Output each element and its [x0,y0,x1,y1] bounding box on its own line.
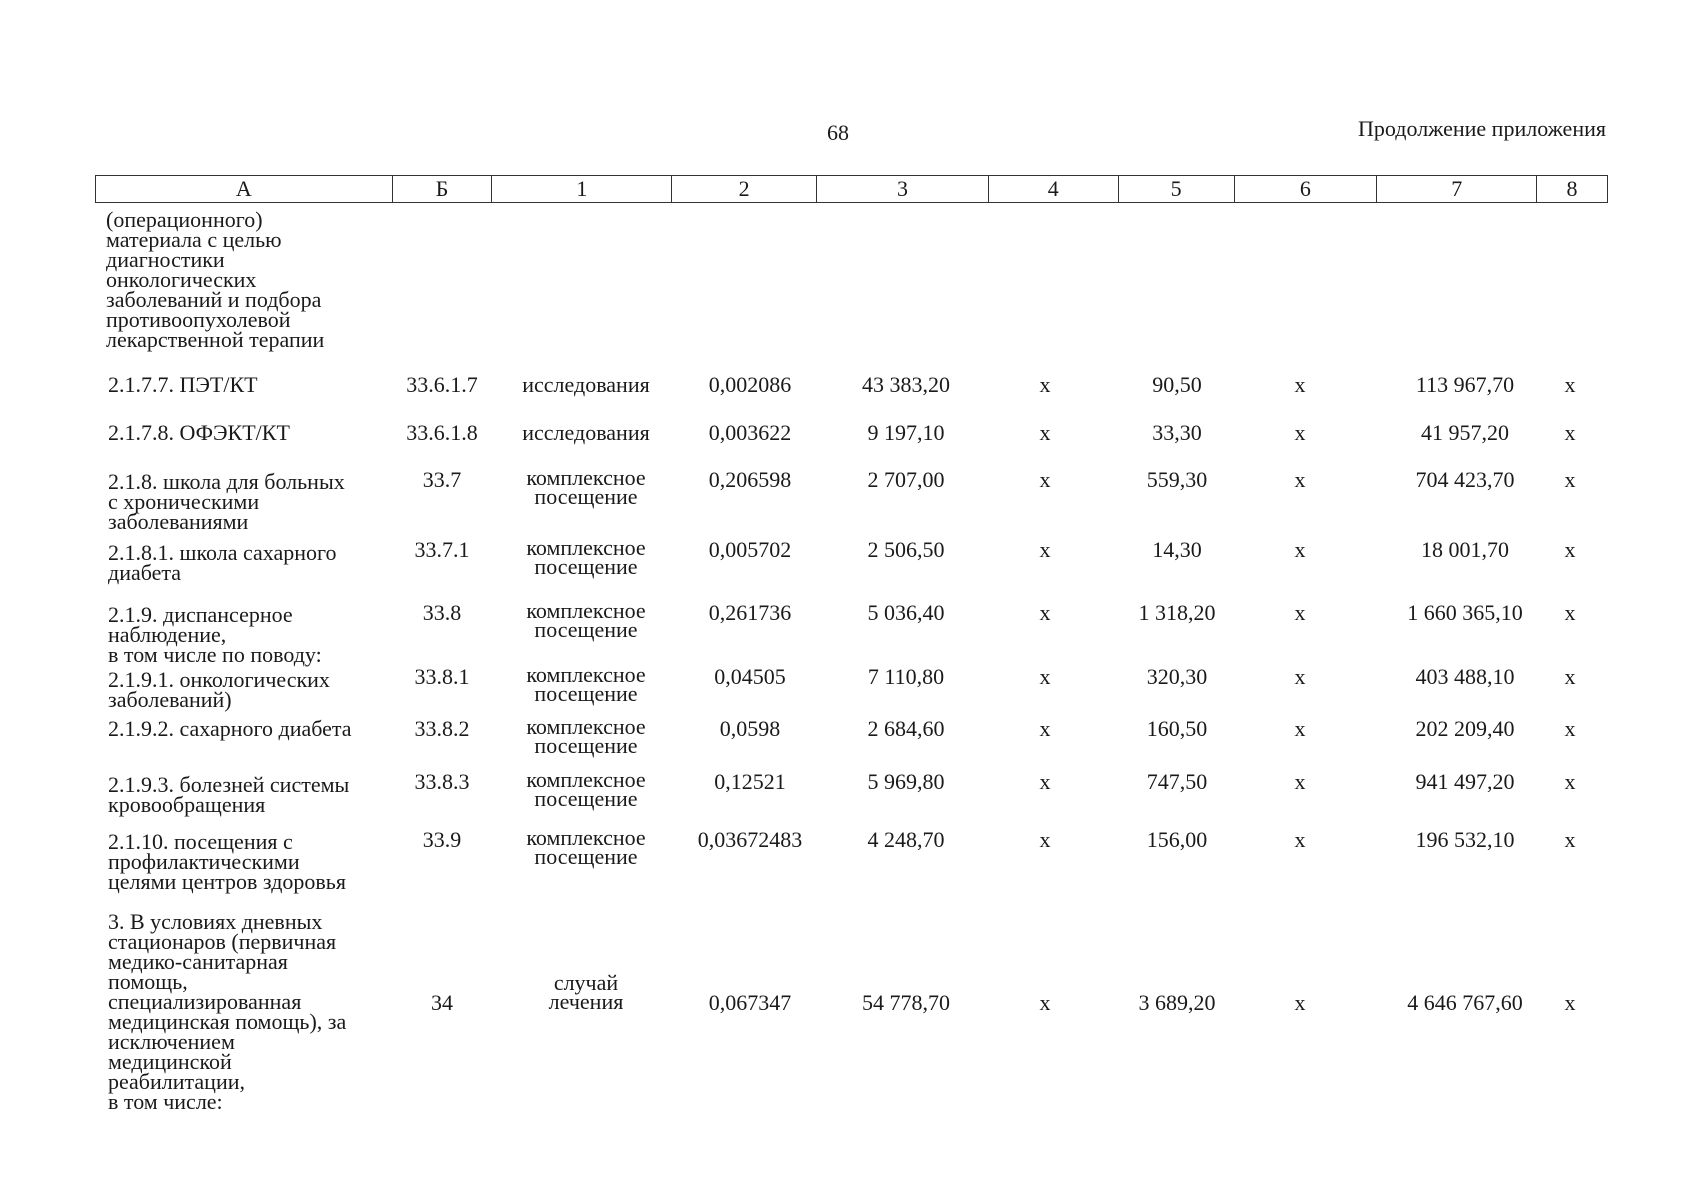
continuation-label: Продолжение приложения [1358,116,1606,141]
cell-c2: 0,067347 [708,990,792,1015]
cell-c6: х [1294,827,1306,852]
table-header [95,175,1608,203]
cell-c2: 0,12521 [714,769,786,794]
cell-name: 3. В условиях дневных стационаров (первичная медико-санитарная помощь, специализированная медицинская помощь), за исключением медицинской реабилитации, в том числе: [108,909,347,1114]
header-cell-7: 7 [1377,176,1537,202]
cell-c7: 1 660 365,10 [1407,600,1523,625]
cell-c2: 0,04505 [714,664,786,689]
cell-code: 33.8 [422,600,462,625]
cell-c6: х [1294,664,1306,689]
cell-c5: 156,00 [1146,827,1208,852]
cell-c3: 4 248,70 [867,827,945,852]
cell-c4: х [1039,420,1051,445]
cell-c7: 113 967,70 [1415,372,1515,397]
cell-unit: комплексное посещение [526,662,646,706]
cell-c3: 54 778,70 [862,990,950,1015]
cell-c4: х [1039,372,1051,397]
cell-c8: х [1564,716,1576,741]
cell-name: 2.1.7.8. ОФЭКТ/КТ [108,420,290,445]
cell-c4: х [1039,600,1051,625]
cell-c5: 33,30 [1152,420,1202,445]
cell-c5: 747,50 [1146,769,1208,794]
cell-name: 2.1.9.2. сахарного диабета [108,716,352,741]
cell-c3: 2 506,50 [867,537,945,562]
cell-c5: 90,50 [1152,372,1202,397]
cell-code: 33.7 [422,467,462,492]
cell-name: 2.1.10. посещения с профилактическими целями центров здоровья [108,829,346,894]
cell-unit: исследования [522,372,650,397]
cell-name: 2.1.7.7. ПЭТ/КТ [108,372,258,397]
cell-c4: х [1039,537,1051,562]
cell-c7: 403 488,10 [1415,664,1515,689]
cell-c6: х [1294,716,1306,741]
cell-c7: 196 532,10 [1415,827,1515,852]
cell-c2: 0,261736 [708,600,792,625]
cell-c4: х [1039,716,1051,741]
header-cell-3: 3 [817,176,989,202]
cell-c4: х [1039,467,1051,492]
header-cell-8: 8 [1566,176,1578,201]
cell-name: 2.1.8.1. школа сахарного диабета [108,540,337,585]
cell-c7: 202 209,40 [1415,716,1515,741]
cell-unit: исследования [522,420,650,445]
cell-code: 33.9 [422,827,462,852]
cell-c5: 3 689,20 [1138,990,1216,1015]
cell-c4: х [1039,769,1051,794]
cell-c8: х [1564,827,1576,852]
cell-c3: 5 969,80 [867,769,945,794]
header-cell-1: 1 [492,176,672,202]
cell-name: 2.1.9.3. болезней системы кровообращения [108,772,350,817]
cell-c3: 2 684,60 [867,716,945,741]
cell-c7: 704 423,70 [1415,467,1515,492]
cell-c6: х [1294,537,1306,562]
cell-c7: 4 646 767,60 [1407,990,1523,1015]
cell-unit: комплексное посещение [526,714,646,758]
cell-c6: х [1294,769,1306,794]
cell-code: 33.8.1 [414,664,470,689]
cell-c2: 0,003622 [708,420,792,445]
cell-c2: 0,0598 [719,716,781,741]
cell-c8: х [1564,600,1576,625]
cell-c4: х [1039,664,1051,689]
cell-unit: комплексное посещение [526,825,646,869]
header-cell-6: 6 [1235,176,1378,202]
cell-c8: х [1564,769,1576,794]
cell-c8: х [1564,372,1576,397]
cell-c2: 0,002086 [708,372,792,397]
cell-c7: 941 497,20 [1415,769,1515,794]
cell-code: 33.7.1 [414,537,470,562]
cell-unit: комплексное посещение [526,465,646,509]
header-cell-a: А [96,176,393,202]
cell-c4: х [1039,827,1051,852]
cell-unit: случай лечения [548,970,624,1014]
cell-c5: 14,30 [1152,537,1202,562]
cell-c6: х [1294,600,1306,625]
cell-c8: х [1564,420,1576,445]
cell-c2: 0,206598 [708,467,792,492]
cell-c3: 2 707,00 [867,467,945,492]
cell-code: 33.6.1.7 [406,372,478,397]
cell-c5: 160,50 [1146,716,1208,741]
header-cell-2: 2 [672,176,817,202]
cell-unit: комплексное посещение [526,767,646,811]
cell-c3: 5 036,40 [867,600,945,625]
cell-c8: х [1564,664,1576,689]
cell-c2: 0,03672483 [697,827,803,852]
cell-name: 2.1.9. диспансерное наблюдение, в том числе по поводу: [108,602,322,667]
cell-c3: 9 197,10 [867,420,945,445]
cell-name: 2.1.9.1. онкологических заболеваний) [108,667,330,712]
header-cell-b: Б [393,176,493,202]
header-cell-4: 4 [989,176,1119,202]
cell-c6: х [1294,467,1306,492]
cell-c3: 7 110,80 [867,664,945,689]
cell-c5: 1 318,20 [1138,600,1216,625]
cell-c7: 18 001,70 [1421,537,1509,562]
cell-c8: х [1564,467,1576,492]
cell-c4: х [1039,990,1051,1015]
cell-c8: х [1564,537,1576,562]
cell-c7: 41 957,20 [1421,420,1509,445]
cell-c8: х [1564,990,1576,1015]
cell-code: 34 [431,990,453,1015]
cell-c3: 43 383,20 [862,372,950,397]
cell-code: 33.8.2 [414,716,470,741]
cell-code: 33.6.1.8 [406,420,478,445]
cell-c2: 0,005702 [708,537,792,562]
intro-text: (операционного) материала с целью диагностики онкологических заболеваний и подбора противоопухолевой лекарственной терапии [106,207,325,352]
page-number: 68 [827,120,849,145]
cell-name: 2.1.8. школа для больных с хроническими заболеваниями [108,469,345,534]
cell-c6: х [1294,372,1306,397]
cell-unit: комплексное посещение [526,598,646,642]
cell-c5: 559,30 [1146,467,1208,492]
cell-c6: х [1294,990,1306,1015]
cell-c5: 320,30 [1146,664,1208,689]
cell-unit: комплексное посещение [526,535,646,579]
cell-code: 33.8.3 [414,769,470,794]
cell-c6: х [1294,420,1306,445]
header-cell-5: 5 [1119,176,1235,202]
